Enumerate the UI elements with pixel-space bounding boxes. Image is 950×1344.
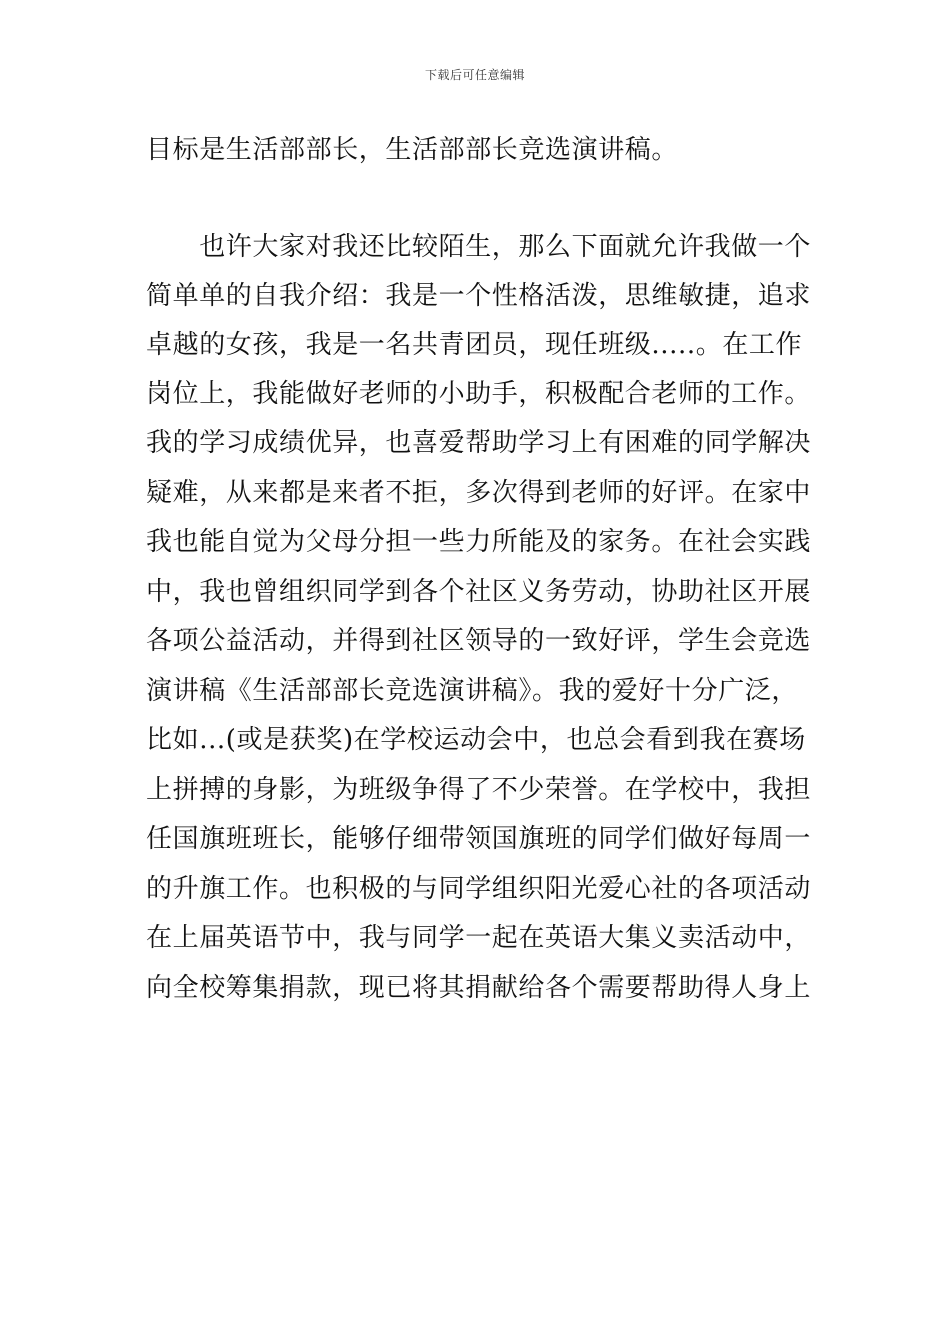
text-line: 中，我也曾组织同学到各个社区义务劳动，协助社区开展 [146, 577, 812, 607]
text-line: 在上届英语节中，我与同学一起在英语大集义卖活动中， [146, 923, 812, 953]
text-line: 任国旗班班长，能够仔细带领国旗班的同学们做好每周一 [146, 824, 812, 854]
header-note: 下载后可任意编辑 [424, 68, 525, 82]
text-line: 也许大家对我还比较陌生，那么下面就允许我做一个 [146, 232, 812, 262]
text-line: 我的学习成绩优异，也喜爱帮助学习上有困难的同学解决 [146, 428, 812, 458]
text-line-intro: 目标是生活部部长，生活部部长竞选演讲稿。 [146, 135, 679, 165]
text-line: 上拼搏的身影，为班级争得了不少荣誉。在学校中，我担 [146, 775, 812, 805]
text-line: 岗位上，我能做好老师的小助手，积极配合老师的工作。 [146, 379, 812, 409]
text-line: 卓越的女孩，我是一名共青团员，现任班级.....。在工作 [146, 330, 803, 360]
text-line: 简单单的自我介绍：我是一个性格活泼，思维敏捷，追求 [146, 281, 812, 311]
text-line: 的升旗工作。也积极的与同学组织阳光爱心社的各项活动 [146, 874, 812, 904]
text-line: 疑难，从来都是来者不拒，多次得到老师的好评。在家中 [146, 478, 812, 508]
text-line: 向全校筹集捐款，现已将其捐献给各个需要帮助得人身上 [146, 973, 812, 1003]
text-line: 比如...(或是获奖)在学校运动会中，也总会看到我在赛场 [146, 725, 806, 755]
text-line: 各项公益活动，并得到社区领导的一致好评，学生会竞选 [146, 626, 812, 656]
text-line: 演讲稿《生活部部长竞选演讲稿》。我的爱好十分广泛， [146, 676, 799, 706]
text-line: 我也能自觉为父母分担一些力所能及的家务。在社会实践 [146, 527, 812, 557]
